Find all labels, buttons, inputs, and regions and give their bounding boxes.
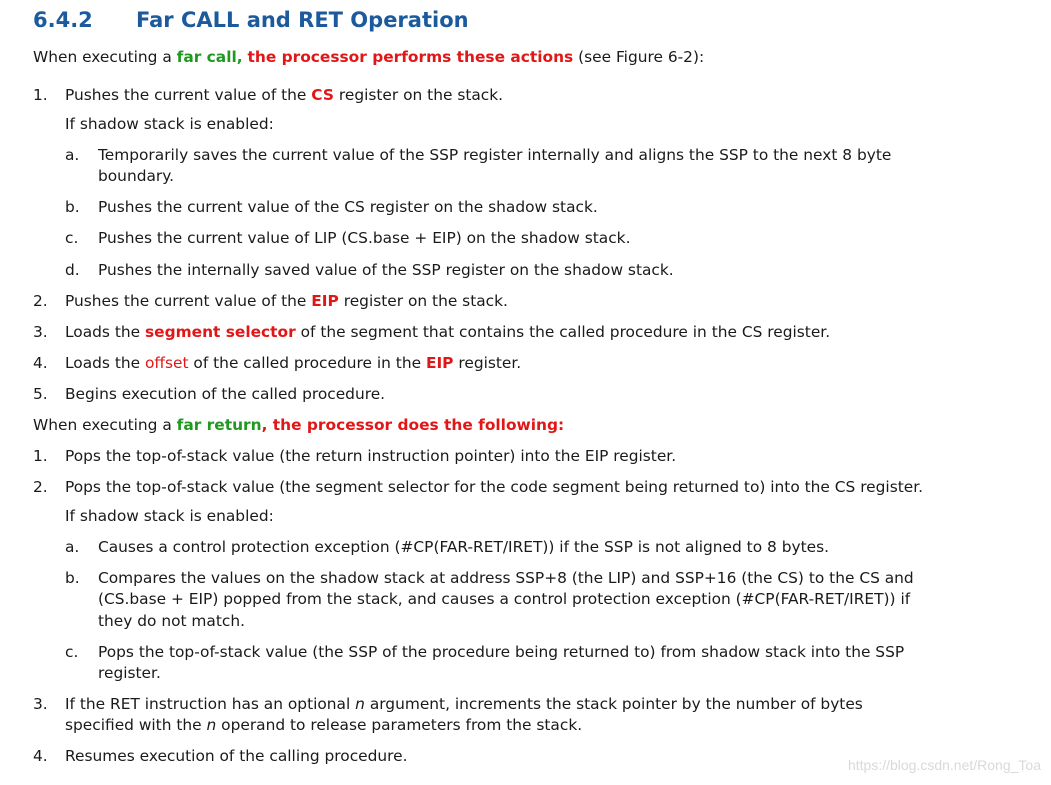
ret-step-4: Resumes execution of the calling procedure. xyxy=(65,747,408,765)
call-substep-a-line2: boundary. xyxy=(98,167,175,185)
list-marker: 3. xyxy=(33,323,48,341)
call-step-5: Begins execution of the called procedure. xyxy=(65,385,386,403)
call-step-4: Loads the offset of the called procedure in the EIP register. xyxy=(65,354,522,372)
ret-substep-c-line1: Pops the top-of-stack value (the SSP of the procedure being returned to) from shadow stack into the SSP xyxy=(98,643,905,661)
cs-term: CS xyxy=(311,86,334,104)
far-call-intro: When executing a far call, the processor performs these actions (see Figure 6-2): xyxy=(33,48,705,66)
eip-term: EIP xyxy=(311,292,339,310)
ret-substep-b-line2: (CS.base + EIP) popped from the stack, and causes a control protection exception (#CP(FAR-RET/IRET)) if xyxy=(98,590,911,608)
call-substep-a-line1: Temporarily saves the current value of the SSP register internally and aligns the SSP to the next 8 byte xyxy=(98,146,892,164)
section-number: 6.4.2 xyxy=(33,8,93,32)
section-heading xyxy=(33,8,469,32)
ret-substep-a: Causes a control protection exception (#CP(FAR-RET/IRET)) if the SSP is not aligned to 8 bytes. xyxy=(98,538,829,556)
list-marker: b. xyxy=(65,569,80,587)
ret-substep-c-line2: register. xyxy=(98,664,161,682)
ret-step-3-line1: If the RET instruction has an optional n argument, increments the stack pointer by the number of bytes xyxy=(65,695,863,713)
list-marker: b. xyxy=(65,198,80,216)
call-substep-b: Pushes the current value of the CS register on the shadow stack. xyxy=(98,198,598,216)
list-marker: 4. xyxy=(33,747,48,765)
list-marker: 3. xyxy=(33,695,48,713)
n-operand-term: n xyxy=(206,716,217,734)
list-marker: c. xyxy=(65,229,79,247)
ret-shadow-stack-note: If shadow stack is enabled: xyxy=(65,507,274,525)
list-marker: a. xyxy=(65,538,80,556)
section-title: Far CALL and RET Operation xyxy=(136,8,469,32)
ret-substep-b-line3: they do not match. xyxy=(98,612,246,630)
call-step-1: Pushes the current value of the CS register on the stack. xyxy=(65,86,504,104)
call-step-2: Pushes the current value of the EIP register on the stack. xyxy=(65,292,508,310)
far-return-intro: When executing a far return, the processor does the following: xyxy=(33,416,565,434)
list-marker: a. xyxy=(65,146,80,164)
far-call-term: far call, xyxy=(176,48,243,66)
list-marker: 2. xyxy=(33,478,48,496)
watermark: https://blog.csdn.net/Rong_Toa xyxy=(847,757,1041,773)
list-marker: 4. xyxy=(33,354,48,372)
ret-step-1: Pops the top-of-stack value (the return instruction pointer) into the EIP register. xyxy=(65,447,677,465)
ret-substep-b-line1: Compares the values on the shadow stack at address SSP+8 (the LIP) and SSP+16 (the CS) to the CS and xyxy=(98,569,914,587)
n-argument-term: n xyxy=(355,695,365,713)
offset-term: offset xyxy=(144,354,189,372)
eip-term: EIP xyxy=(425,354,454,372)
ret-step-2: Pops the top-of-stack value (the segment selector for the code segment being returned to) into the CS register. xyxy=(65,478,924,496)
segment-selector-term: segment selector xyxy=(144,323,296,341)
performs-actions-phrase: the processor performs these actions xyxy=(247,48,574,66)
list-marker: 1. xyxy=(33,447,48,465)
list-marker: d. xyxy=(65,261,80,279)
call-shadow-stack-note: If shadow stack is enabled: xyxy=(65,115,274,133)
list-marker: c. xyxy=(65,643,79,661)
does-following-phrase: , the processor does the following: xyxy=(261,416,565,434)
list-marker: 5. xyxy=(33,385,48,403)
list-marker: 2. xyxy=(33,292,48,310)
call-step-3: Loads the segment selector of the segment that contains the called procedure in the CS register. xyxy=(65,323,831,341)
call-substep-c: Pushes the current value of LIP (CS.base + EIP) on the shadow stack. xyxy=(98,229,631,247)
far-return-term: far return xyxy=(176,416,262,434)
list-marker: 1. xyxy=(33,86,48,104)
call-substep-d: Pushes the internally saved value of the SSP register on the shadow stack. xyxy=(98,261,674,279)
ret-step-3-line2: specified with the n operand to release parameters from the stack. xyxy=(65,716,583,734)
